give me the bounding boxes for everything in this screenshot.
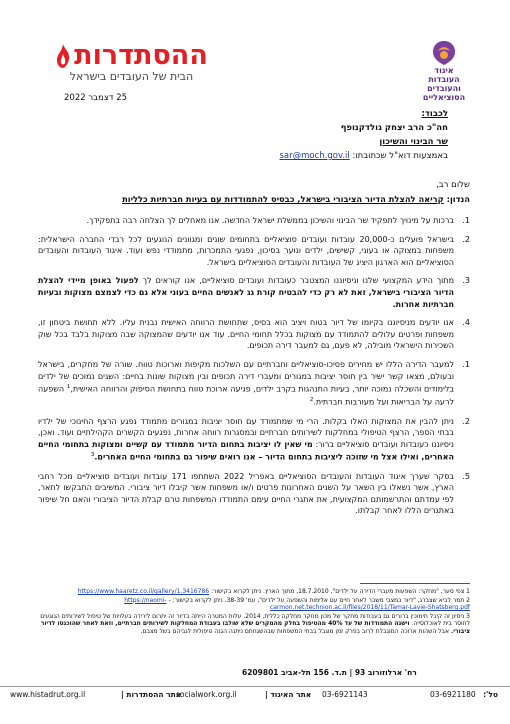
paragraph-number: 1.	[462, 216, 470, 225]
paragraph-text: אנו יודעים מניסיוננו בקיומו של דיור בטוח ויציב הוא בסיס, שתחושת הרווחה האישית נבנית עליו. ללא תחושת ביטחון זו, משפחות ופרטים עלולים להתמודד עם מצוקות בכלל תחומי החיים. עוד אנו יודעים שהמצוקה שבה מצוקות בלבד בכל שוק השכירות הישראלי מובילה, לא פעם, גם למעבר דירה תכופים.	[38, 318, 454, 351]
union-logo-line: העובדות	[428, 75, 460, 84]
subject-line	[40, 194, 470, 204]
union-logo-line: איגוד	[434, 66, 454, 75]
footnote-ref: 3	[90, 452, 95, 459]
paragraph-text: השפעה לרעה על הבריאות ועל מעורבות חברתית.	[38, 384, 454, 408]
footer-tel[interactable]: 03-6921180	[430, 690, 476, 699]
paragraph	[38, 359, 470, 409]
footer-union-site-label: אתר האיגוד |	[265, 690, 312, 699]
paragraph	[38, 234, 470, 269]
footnote-text: 1 צפי סער, "מחקר: השפעות מעברי הדירה על ילדים", 18.7.2010, מתוך הארץ. ניתן לקרוא בקישור:	[209, 588, 470, 595]
footnote-link[interactable]: https://www.haaretz.co.il/gallery/1.3416786	[77, 588, 210, 595]
footer-address: רח' ארלוזורוב 93 | ת.ד. 156 תל-אביב 6209801	[242, 668, 417, 677]
histadrut-flame-icon	[55, 44, 71, 68]
union-emblem-icon	[429, 40, 459, 66]
recipient-name: חה"כ הרב יצחק גולדקנופף	[340, 123, 448, 133]
footnote	[34, 597, 470, 612]
union-logo	[414, 40, 474, 102]
histadrut-logo	[34, 42, 229, 83]
footer-histadrut-site[interactable]: www.histadrut.org.il	[10, 690, 86, 699]
union-logo-line: והעובדים	[427, 84, 461, 93]
paragraph	[38, 416, 470, 464]
paragraph	[38, 471, 470, 517]
recipient-email-link[interactable]: sar@moch.gov.il	[279, 151, 350, 161]
paragraph-number: 1.	[462, 359, 470, 369]
paragraph	[38, 275, 470, 310]
footnote-text: 3 ניסיון זה קיבל תימוכין ברורים גם בעבודות מחקר של מכון מחקר מחלקה כללית, 2014. עלות המטרה הייתה בדיור זה יתרום לירידה בעלויות של טיפול לשירותים הנוגעים לחוסר בית לאוכלוסייה.	[40, 612, 470, 628]
footnote	[34, 588, 470, 596]
footnote-text: 2 תמר לביא שצברג, "דיור במצבי משבר לאחר חיים עם אלימות והשפעה על ילדים", עמ' 38-39. ניתן לקרוא בקישור: -	[166, 596, 470, 604]
letter-date: 25 דצמבר 2022	[64, 93, 128, 103]
footnote-ref: 2	[309, 397, 314, 404]
recipient-email-line	[58, 149, 448, 163]
histadrut-name: ההסתדרות	[74, 40, 208, 71]
paragraph-text: מי שאין לו יציבות בתחום הדיור מתמודד עם קשיים ומצוקות בתחומי החיים האחרים, ואילו אצל מי שזוכה ליציבות בתחום הדיור – אנו רואים שיפור גם בתחומי החיים האחרים.	[38, 439, 454, 463]
paragraph-text: ברכות על מינויך לתפקיד שר הבינוי והשיכון בממשלת ישראל החדשה. אנו מאחלים לך הצלחה רבה בתפקידך.	[86, 216, 454, 225]
paragraph-text: לפעול באופן מיידי להצלת הדיור הציבורי בישראל, זאת לא רק כדי להבטיח קורת גג לאנשים החיים בעוני אלא גם כדי לצמצם מצוקות ובעיות חברתיות אחרות.	[38, 276, 454, 309]
paragraph-number: 3.	[462, 276, 470, 286]
footer-tel-label: טל':	[483, 690, 498, 699]
footer-address-row	[0, 668, 510, 681]
paragraph-text: בישראל פועלים כ-20,000 עובדות ועובדים סוציאליים בתחומים שונים ומגוונים הנוגעים לכל רבדי החברה הישראלית: משפחות במצוקה או בעוני, קשישים, ילדים ונוער בסיכון, נפגעי התמכרות, מתמודדי נפש ועוד. איגוד העובדות והעובדים הסוציאליים הוא הארגון היציג של העובדות והעובדים הסוציאליים בישראל.	[38, 234, 454, 267]
footnote-text: וישנה התמודדות של עד 40% מהטיפול בחלק מהמקרים שלא שולבו בעבודת המחלקות לשירותים חברתיים, וזאת לאחר שהוכנסו לדיור ציבורי.	[40, 620, 470, 635]
paragraph-text: בסקר שערך איגוד העובדות והעובדים הסוציאליים באפריל 2022 השתתפו 171 עובדות ועובדים סוציאליים מכל רחבי הארץ, אשר נשאלו בין השאר על השנים האחרונות פרטים ו/או משפחות אשר קיבלו דיור ציבורי. המשיבים התבקשו לתאר, לפי עמדתם והתרשמותם המקצועית, את אתגרי החיים עימם התמודדו המשפחות טרם קבלת הדיור הציבורי והאם חל שיפור באתגרים הללו לאחר קבלתו.	[38, 471, 455, 516]
footer-histadrut-site-label: אתר ההסתדרות |	[121, 690, 182, 699]
paragraph-text: מתוך הידע המקצועי שלנו וניסיוננו המצטבר כעובדות ועובדים סוציאליים, אנו קוראים לך	[138, 276, 455, 286]
greeting: שלום רב,	[436, 180, 470, 190]
paragraph-number: 5.	[462, 471, 470, 481]
footer-union-site[interactable]: socialwork.org.il	[176, 690, 237, 699]
footnotes	[34, 588, 470, 637]
recipient-block	[58, 107, 448, 163]
footer-contact-row	[0, 686, 510, 700]
email-prefix: באמצעות דוא"ל שכתובתו:	[352, 151, 448, 161]
subject-prefix: הנדון:	[443, 194, 470, 204]
paragraph-number: 2.	[462, 416, 470, 426]
footnote-divider	[360, 583, 470, 584]
paragraph-text: ניתן להבין את המצוקות האלו בקלות. הרי מי שמתמודד עם חוסר יציבות במגורים מתמודד נפגע הרצף החינוכי של ילדיו בבתי הספר, הרצף הטיפולי במחלקות לשירותים חברתיים ובמסגרות רווחה אחרות, נפגעים הקשרים הקהילתיים ועוד. ואכן, ניסיוננו כעובדות ועובדים סוציאליים ברור:	[38, 416, 454, 449]
footer-fax[interactable]: 03-6921143	[322, 690, 368, 699]
footnote-text: אבל השהות ארוכה המוגבלת לרוב בפרק זמן מוגבל בבתי המשפחות שבהשגחתם ניתנה הגנה טיפולית לגביהם בשל מצבם.	[140, 627, 451, 635]
paragraph-number: 4.	[462, 318, 470, 328]
footnote-link[interactable]: https://naomi-carmon.net.technion.ac.il/files/2018/11/Tamar-Lavie-Shatsberg.pdf	[124, 596, 470, 612]
letter-body	[38, 215, 470, 524]
paragraph-text: למעבר הדירה הללו יש מחירים פסיכו-סוציאליים וחברתיים עם השלכות מקיפות וארוכות טווח. שורה של מחקרים, בישראל ובעולם, מצאו קשר ישיר בין חוסר יציבות במגורים ומעברי דירה תכופים ובין מצוקות שונות בחיים: השגים נמוכים של ילדים בלימודים והשכלה נמוכה יותר, בעיות התנהגות בקרב ילדים, פגיעה ארוכת טווח בתחושת הסיפוק והרווחה האישית,	[38, 359, 454, 394]
union-logo-line: הסוציאליים	[422, 93, 466, 102]
paragraph	[38, 317, 470, 352]
subject-text: קריאה להצלת הדיור הציבורי בישראל, כבסיס להתמודדות עם בעיות חברתיות כלליות	[122, 194, 444, 204]
footnote-ref: 1	[66, 384, 71, 391]
recipient-to: לכבוד:	[421, 109, 448, 119]
recipient-title: שר הבינוי והשיכון	[379, 137, 448, 147]
paragraph	[38, 215, 470, 227]
histadrut-tagline: הבית של העובדים בישראל	[69, 70, 194, 83]
paragraph-number: 2.	[462, 234, 470, 244]
footnote	[34, 613, 470, 636]
